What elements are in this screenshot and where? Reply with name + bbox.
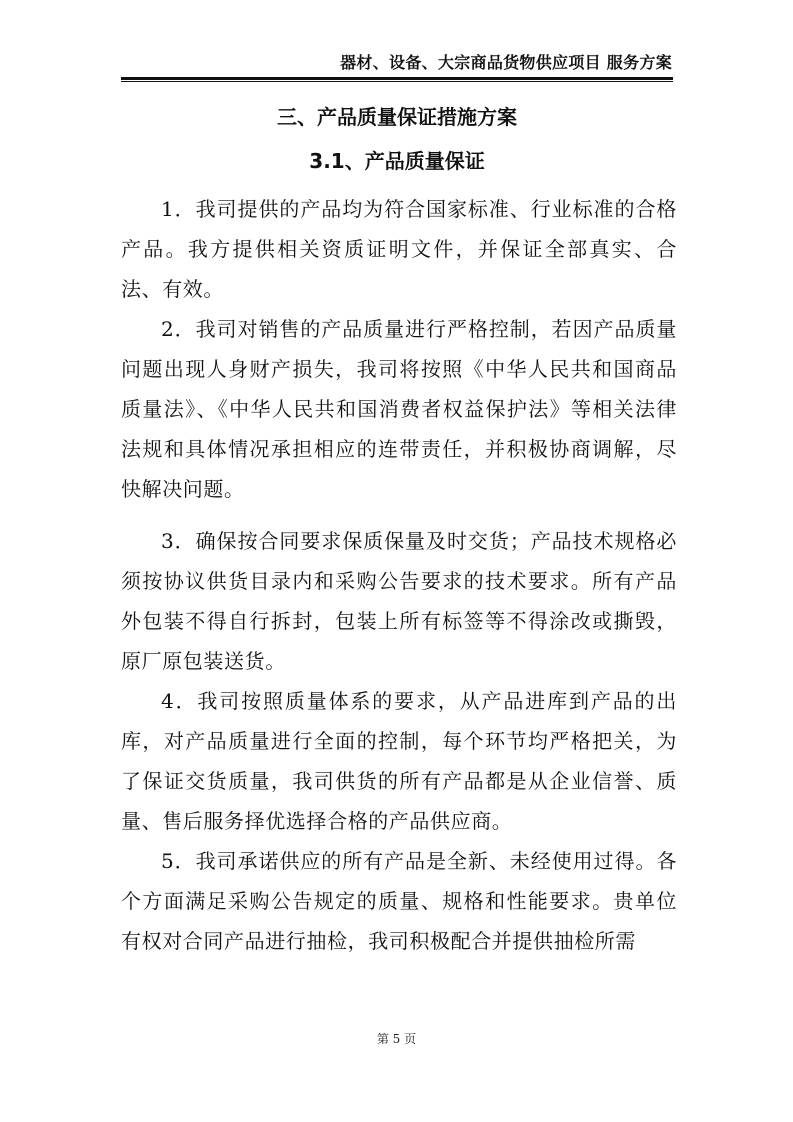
body-text xyxy=(121,189,677,961)
paragraph-2 xyxy=(121,309,677,509)
paragraph-2-text: 2．我司对销售的产品质量进行严格控制，若因产品质量问题出现人身财产损失，我司将按照《中华人民共和国商品质量法》、《中华人民共和国消费者权益保护法》等相关法律法规和具体情况承担相应的连带责任，并积极协商调解，尽快解决问题。 xyxy=(121,317,677,501)
section-title: 三、产品质量保证措施方案 xyxy=(277,105,517,129)
paragraph-1: 1．我司提供的产品均为符合国家标准、行业标准的合格产品。我方提供相关资质证明文件，并保证全部真实、合法、有效。 xyxy=(121,197,677,301)
paragraph-3: 3．确保按合同要求保质保量及时交货；产品技术规格必须按协议供货目录内和采购公告要求的技术要求。所有产品外包装不得自行拆封，包装上所有标签等不得涂改或撕毁，原厂原包装送货。 xyxy=(121,529,677,673)
header-rule xyxy=(121,77,673,80)
header-rule-thin xyxy=(121,81,673,82)
paragraph-4: 4．我司按照质量体系的要求，从产品进库到产品的出库，对产品质量进行全面的控制，每个环节均严格把关，为了保证交货质量，我司供货的所有产品都是从企业信誉、质量、售后服务择优选择合格的产品供应商。 xyxy=(121,689,677,833)
page-number: 第 5 页 xyxy=(376,1032,417,1046)
header-title: 器材、设备、大宗商品货物供应项目 服务方案 xyxy=(340,53,672,72)
section-subtitle: 3.1、产品质量保证 xyxy=(309,149,485,173)
paragraph-5: 5．我司承诺供应的所有产品是全新、未经使用过得。各个方面满足采购公告规定的质量、规格和性能要求。贵单位有权对合同产品进行抽检，我司积极配合并提供抽检所需 xyxy=(121,849,677,953)
